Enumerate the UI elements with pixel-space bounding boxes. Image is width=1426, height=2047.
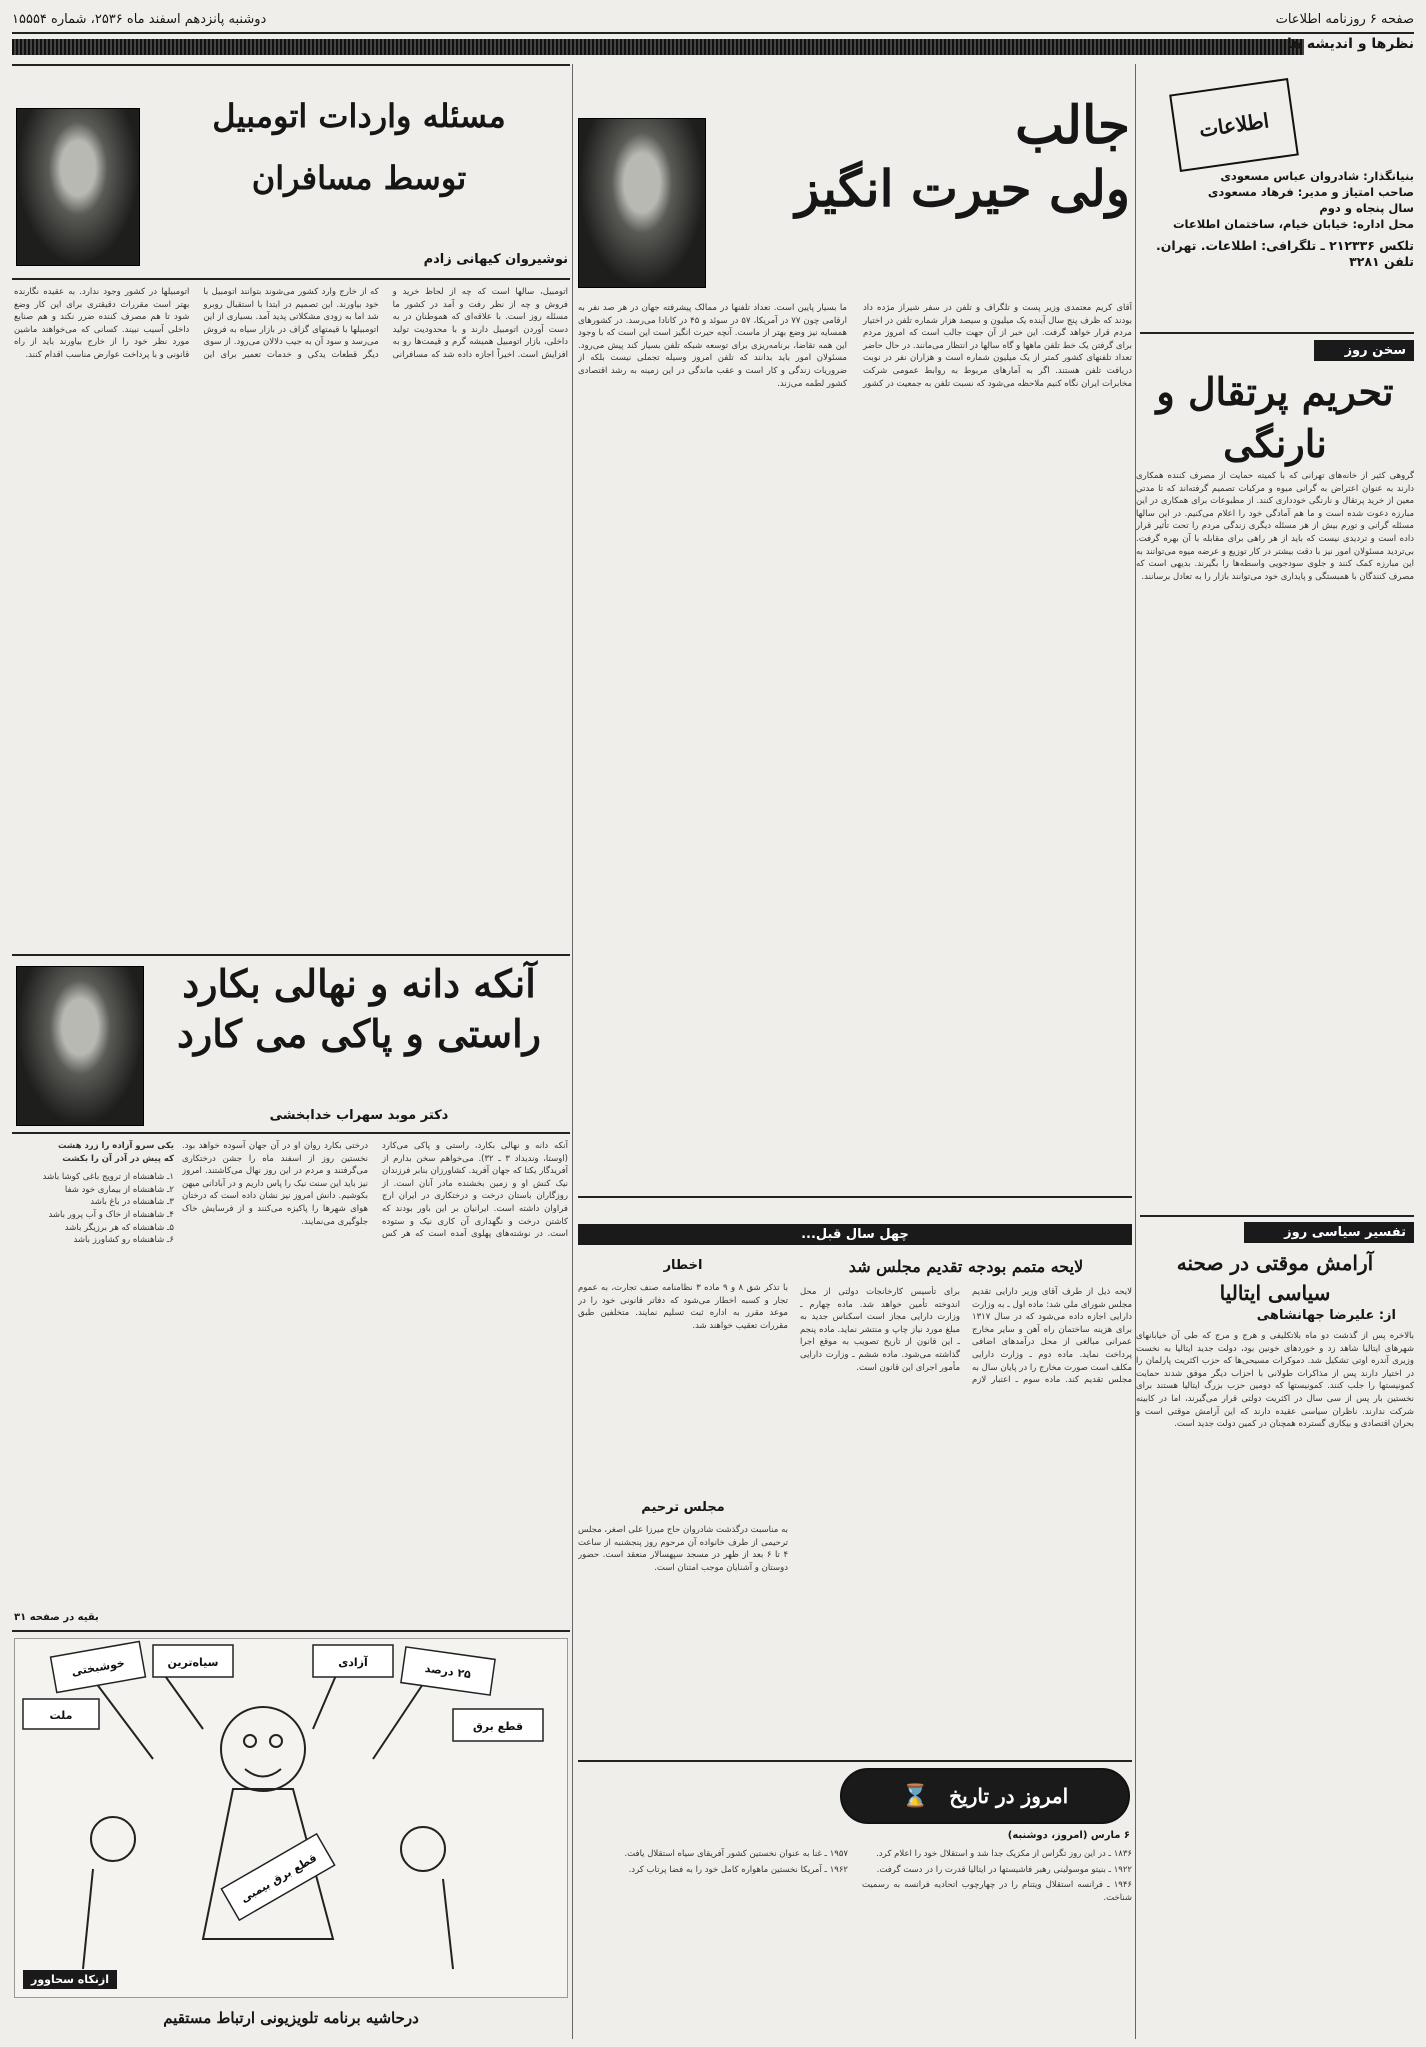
anke-body: آنکه دانه و نهالی بکارد، راستی و پاکی می‌کارد (اوستا، وندیداد ۳ ـ ۳۲). می‌خواهم سخن بدارم از آفریدگار یکتا که جهان آفرید. کشاورزان بنابر فرزندان نیک کنش او و زمین بخشنده مادر آنان است. از روزگاران باستان درخت و درختکاری در ایران ارج فراوان داشته است. ایرانیان بر این باور بودند که کاشتن درخت و نگهداری آن کاری نیک و ستوده است. در نوشته‌های پهلوی آمده است که هر کس درختی بکارد روان او در آن جهان آسوده خواهد بود. نخستین روز از اسفند ماه را جشن درختکاری می‌گرفتند و مردم در این روز نهال می‌کاشتند. امروز نیز باید این سنت نیک را پاس داریم و در آبادانی میهن بکوشیم. دانش امروز نیز نشان داده است که درختان هوای شهرها را پاکیزه می‌کنند و از فرسایش خاک جلوگیری می‌نمایند. bbox=[182, 1141, 568, 1240]
ekhtar-body: با تذکر شق ۸ و ۹ ماده ۳ نظامنامه صنف تجارت، به عموم تجار و کسبه اخطار می‌شود که دفاتر قانونی خود را در موعد مقرر به اداره ثبت تسلیم نمایند. متخلفین طبق مقررات تعقیب خواهند شد. bbox=[578, 1283, 788, 1331]
ekhtar-label: اخطار bbox=[663, 1258, 703, 1273]
publisher-year: سال پنجاه و دوم bbox=[1319, 201, 1414, 215]
anke-list-item: ۶ـ شاهنشاه رو کشاورز باشد bbox=[73, 1235, 174, 1246]
emrooz-date: ۶ مارس (امروز، دوشنبه) bbox=[1007, 1830, 1130, 1841]
emrooz-item: ۱۹۴۶ ـ فرانسه استقلال ویتنام را در چهارچوب اتحادیه فرانسه به رسمیت شناخت. bbox=[862, 1880, 1132, 1903]
section-label: نظرها و اندیشه ها bbox=[1287, 36, 1414, 52]
sokhan-rooz-label: سخن روز bbox=[1314, 340, 1414, 361]
rule bbox=[12, 278, 570, 280]
rule bbox=[12, 64, 570, 66]
chehel-sal-body: لایحه ذیل از طرف آقای وزیر دارایی تقدیم مجلس شورای ملی شد: ماده اول ـ به وزارت دارایی اجازه داده می‌شود که در سال ۱۳۱۷ برای هزینه ساختمان راه آهن و سایر مخارج عمرانی مبالغی از محل درآمدهای اضافی پرداخت نماید. ماده دوم ـ وزارت دارایی مکلف است صورت مخارج را در پایان سال به مجلس تقدیم کند. ماده سوم ـ اعتبار لازم برای تأسیس کارخانجات دولتی از محل اندوخته تأمین خواهد شد. ماده چهارم ـ وزارت دارایی مجاز است اسکناس جدید به مبلغ مورد نیاز چاپ و منتشر نماید. ماده پنجم ـ این قانون از تاریخ تصویب به موقع اجرا گذاشته می‌شود. ماده ششم ـ وزارت دارایی مأمور اجرای این قانون است. bbox=[800, 1287, 1132, 1386]
column-divider bbox=[572, 64, 573, 2039]
emrooz-item: ۱۸۳۶ ـ در این روز تگزاس از مکزیک جدا شد و استقلال خود را اعلام کرد. bbox=[876, 1849, 1132, 1859]
masthead-date-info: دوشنبه پانزدهم اسفند ماه ۲۵۳۶، شماره ۱۵۵۵۴ bbox=[12, 11, 267, 27]
jaleb-body: آقای کریم معتمدی وزیر پست و تلگراف و تلفن در سفر شیراز مژده داد بودند که ظرف پنج سال آینده یک میلیون و سیصد هزار شماره تلفن در اختیار مردم قرار خواهد گرفت. این خبر از آن جهت جالب است که امروز مردم برای گرفتن یک خط تلفن ماهها و گاه سالها در انتظار می‌مانند. در حال حاضر تعداد تلفنهای کشور کمتر از یک میلیون شماره است و هزاران نفر در نوبت دریافت تلفن هستند. اگر به آمارهای مربوط به روابط عمومی شرکت مخابرات ایران نگاه کنیم ملاحظه می‌شود که نسبت تلفن به جمعیت در کشور ما بسیار پایین است. تعداد تلفنها در ممالک پیشرفته جهان در هر صد نفر به ارقامی چون ۷۷ در آمریکا، ۵۷ در سوئد و ۴۵ در کانادا می‌رسد. در کشورهای همسایه نیز وضع بهتر از ماست. آنچه حیرت انگیز است این است که با وجود این همه تقاضا، برنامه‌ریزی برای توسعه شبکه تلفن بسیار کند پیش می‌رود. مسئولان امور باید بدانند که تلفن امروز وسیله تجملی نیست بلکه از ضروریات زندگی و کار است و عقب ماندگی در این زمینه به رشد اقتصادی کشور لطمه می‌زند. bbox=[578, 303, 1132, 389]
tafsir-author: از: علیرضا جهانشاهی bbox=[1256, 1308, 1396, 1323]
tafsir-title-2: سیاسی ایتالیا bbox=[1219, 1281, 1331, 1305]
emrooz-label: امروز در تاریخ bbox=[949, 1784, 1069, 1808]
otomobil-title-2: توسط مسافران bbox=[251, 159, 467, 197]
anke-continued: بقیه در صفحه ۳۱ bbox=[14, 1612, 99, 1623]
anke-poem-line: یکی سرو آزاده را زرد هشت bbox=[57, 1141, 174, 1151]
newspaper-logo bbox=[1169, 78, 1299, 172]
anke-list-item: ۳ـ شاهنشاه در باغ باشد bbox=[90, 1197, 174, 1208]
section-bar bbox=[12, 36, 1414, 58]
anke-poem-line: که پیش در آذر آن را بکشت bbox=[62, 1153, 174, 1164]
jaleb-title-1: جالب bbox=[1015, 95, 1130, 156]
jaleb-author-photo bbox=[578, 118, 706, 288]
cartoon-sign: ملت bbox=[49, 1709, 73, 1722]
emrooz-item: ۱۹۵۷ ـ غنا به عنوان نخستین کشور آفریقای سیاه استقلال یافت. bbox=[624, 1849, 848, 1859]
emrooz-list bbox=[578, 1848, 1132, 2038]
publisher-founder: بنیانگذار: شادروان عباس مسعودی bbox=[1220, 169, 1414, 183]
publisher-owner: صاحب امتیاز و مدیر: فرهاد مسعودی bbox=[1207, 185, 1414, 199]
emrooz-item: ۱۹۶۲ ـ آمریکا نخستین ماهواره کامل خود را به فضا پرتاب کرد. bbox=[628, 1864, 848, 1875]
cartoon-caption: ازنکاه سحاوور bbox=[23, 1970, 117, 1989]
rule bbox=[12, 954, 570, 956]
rule bbox=[578, 1196, 1132, 1198]
cartoon-sign: قطع برق بیمبی bbox=[238, 1851, 320, 1906]
rule bbox=[1140, 332, 1414, 334]
chehel-sal-label: چهل سال قبل... bbox=[578, 1224, 1132, 1245]
tafsir-title-1: آرامش موقتی در صحنه bbox=[1176, 1251, 1374, 1275]
emrooz-intro bbox=[578, 1768, 832, 1828]
publisher-info bbox=[1136, 168, 1414, 270]
tafsir-label: تفسیر سیاسی روز bbox=[1244, 1222, 1414, 1243]
masthead-page-info: صفحه ۶ روزنامه اطلاعات bbox=[1275, 11, 1414, 27]
publisher-address: محل اداره: خیابان خیام، ساختمان اطلاعات bbox=[1172, 217, 1414, 231]
cartoon bbox=[14, 1638, 568, 1998]
sokhan-rooz-body: گروهی کثیر از خانه‌های تهرانی که با کمیته حمایت از مصرف کننده همکاری دارند به عنوان اعتراض به گرانی میوه و مرکبات تصمیم گرفته‌اند که تا مدتی معین از خرید پرتقال و نارنگی خودداری کنند. از مطبوعات برای همکاری در این مبارزه دعوت شده است و ما هم آمادگی خود را اعلام می‌کنیم. در این سالها مسئله گرانی و تورم بیش از هر مسئله دیگری زندگی مردم را تحت تأثیر قرار داده است و تردیدی نیست که باید از هر راهی برای مقابله با آن بهره گرفت. بی‌تردید مسئولان امور نیز با دقت بیشتر در کار توزیع و عرضه میوه می‌توانند به این مبارزه کمک کنند و جلوی سودجویی واسطه‌ها را بگیرند. بدیهی است که مصرف کنندگان با همبستگی و پایداری خود می‌توانند بازار را به تعادل برسانند. bbox=[1136, 471, 1414, 582]
otomobil-author: نوشیروان کیهانی زادم bbox=[423, 252, 568, 267]
majles-tarhim-label: مجلس ترحیم bbox=[641, 1500, 725, 1515]
tafsir-body: بالاخره پس از گذشت دو ماه بلاتکلیفی و هرج و مرج که طی آن خیابانهای شهرهای ایتالیا شاهد زد و خوردهای خونین بود، دولت جدید ایتالیا به نخست وزیری آندره اوتی تشکیل شد. دموکرات مسیحی‌ها که حزب اکثریت پارلمان را در اختیار دارند پس از مذاکرات طولانی با احزاب دیگر موفق شدند حمایت کمونیستها را جلب کنند. کمونیستها که دومین حزب بزرگ ایتالیا هستند برای نخستین بار پس از سی سال در اکثریت دولتی قرار می‌گیرند، اما در کابینه شرکت ندارند. ناظران سیاسی عقیده دارند که این آرامش موقتی است و بحران اقتصادی و بیکاری گسترده همچنان در کمین دولت جدید است. bbox=[1136, 1331, 1414, 1430]
section-bar-stripes bbox=[12, 39, 1304, 55]
cartoon-sign: سیاه‌ترین bbox=[167, 1656, 219, 1669]
anke-author-photo bbox=[16, 966, 144, 1126]
emrooz-item: ۱۹۲۲ ـ بنیتو موسولینی رهبر فاشیستها در ایتالیا قدرت را در دست گرفت. bbox=[876, 1864, 1132, 1875]
cartoon-sign: ۲۵ درصد bbox=[424, 1661, 472, 1682]
logo-text: اطلاعات bbox=[1197, 108, 1271, 142]
anke-author: دکتر موبد سهراب خدابخشی bbox=[269, 1108, 449, 1123]
cartoon-illustration bbox=[13, 1639, 567, 1999]
majles-tarhim-body: به مناسبت درگذشت شادروان حاج میرزا علی اصغر، مجلس ترحیمی از طرف خانواده آن مرحوم روز پنجشنبه از ساعت ۴ تا ۶ بعد از ظهر در مسجد سپهسالار منعقد است. حضور دوستان و آشنایان موجب امتنان است. bbox=[578, 1525, 788, 1573]
cartoon-sign: قطع برق bbox=[472, 1720, 524, 1733]
emrooz-badge bbox=[840, 1768, 1130, 1824]
anke-side-column bbox=[14, 1140, 174, 1610]
anke-list-item: ۴ـ شاهنشاه از خاک و آب پرور باشد bbox=[48, 1209, 174, 1220]
publisher-phones: تلکس ۲۱۲۳۳۶ ـ تلگرافی: اطلاعات. تهران. تلفن ۳۲۸۱ bbox=[1155, 238, 1414, 269]
anke-title-2: راستی و پاکی می کارد bbox=[176, 1011, 542, 1056]
anke-list-item: ۱ـ شاهنشاه از ترویج باغی کوشا باشد bbox=[42, 1172, 174, 1183]
rule bbox=[1140, 1215, 1414, 1217]
jaleb-title-2: ولی حیرت انگیز bbox=[795, 159, 1130, 218]
otomobil-title-1: مسئله واردات اتومبیل bbox=[212, 97, 506, 135]
otomobil-author-photo bbox=[16, 108, 140, 266]
rule bbox=[12, 1630, 570, 1632]
sokhan-rooz-title: تحریم پرتقال و نارنگی bbox=[1156, 369, 1394, 466]
rule bbox=[578, 1760, 1132, 1762]
anke-list-item: ۵ـ شاهنشاه که هر برزیگر باشد bbox=[64, 1222, 174, 1233]
masthead bbox=[12, 6, 1414, 32]
otomobil-body: اتومبیل، سالها است که چه از لحاظ خرید و فروش و چه از نظر رفت و آمد در کشور ما مسئله روز است. با علاقه‌ای که هموطنان در به دست آوردن اتومبیل دارند و با محدودیت تولید داخلی، بازار اتومبیل همیشه گرم و قیمت‌ها رو به افزایش است. اخیراً اجازه داده شد که مسافرانی که از خارج وارد کشور می‌شوند بتوانند اتومبیل با خود بیاورند. این تصمیم در ابتدا با استقبال روبرو شد اما به زودی مشکلاتی پدید آمد. بسیاری از این اتومبیلها با قیمتهای گزاف در بازار سیاه به فروش می‌رسد و سود آن به جیب دلالان می‌رود. از سوی دیگر قطعات یدکی و خدمات تعمیر برای این اتومبیلها در کشور وجود ندارد. به عقیده نگارنده بهتر است مقررات دقیقتری برای این کار وضع شود تا هم مصرف کننده ضرر نکند و هم صنایع داخلی آسیب نبیند. کسانی که می‌خواهند ماشین مورد نظر خود را از خارج بیاورند باید از راه قانونی و با پرداخت عوارض مناسب اقدام کنند. bbox=[14, 287, 568, 360]
rule bbox=[12, 1132, 570, 1134]
cartoon-sign: خوشبختی bbox=[70, 1656, 126, 1679]
anke-list-item: ۲ـ شاهنشاه از بیماری خود شفا bbox=[64, 1184, 174, 1195]
cartoon-sign: آزادی bbox=[338, 1656, 368, 1669]
publisher-box bbox=[1136, 70, 1414, 330]
chehel-sal-title: لایحه متمم بودجه تقدیم مجلس شد bbox=[848, 1257, 1084, 1276]
hourglass-icon: ⌛ bbox=[901, 1783, 930, 1809]
tv-title: درحاشیه برنامه تلویزیونی ارتباط مستقیم bbox=[163, 2009, 419, 2027]
masthead-rule bbox=[12, 32, 1414, 34]
anke-title-1: آنکه دانه و نهالی بکارد bbox=[182, 961, 536, 1006]
